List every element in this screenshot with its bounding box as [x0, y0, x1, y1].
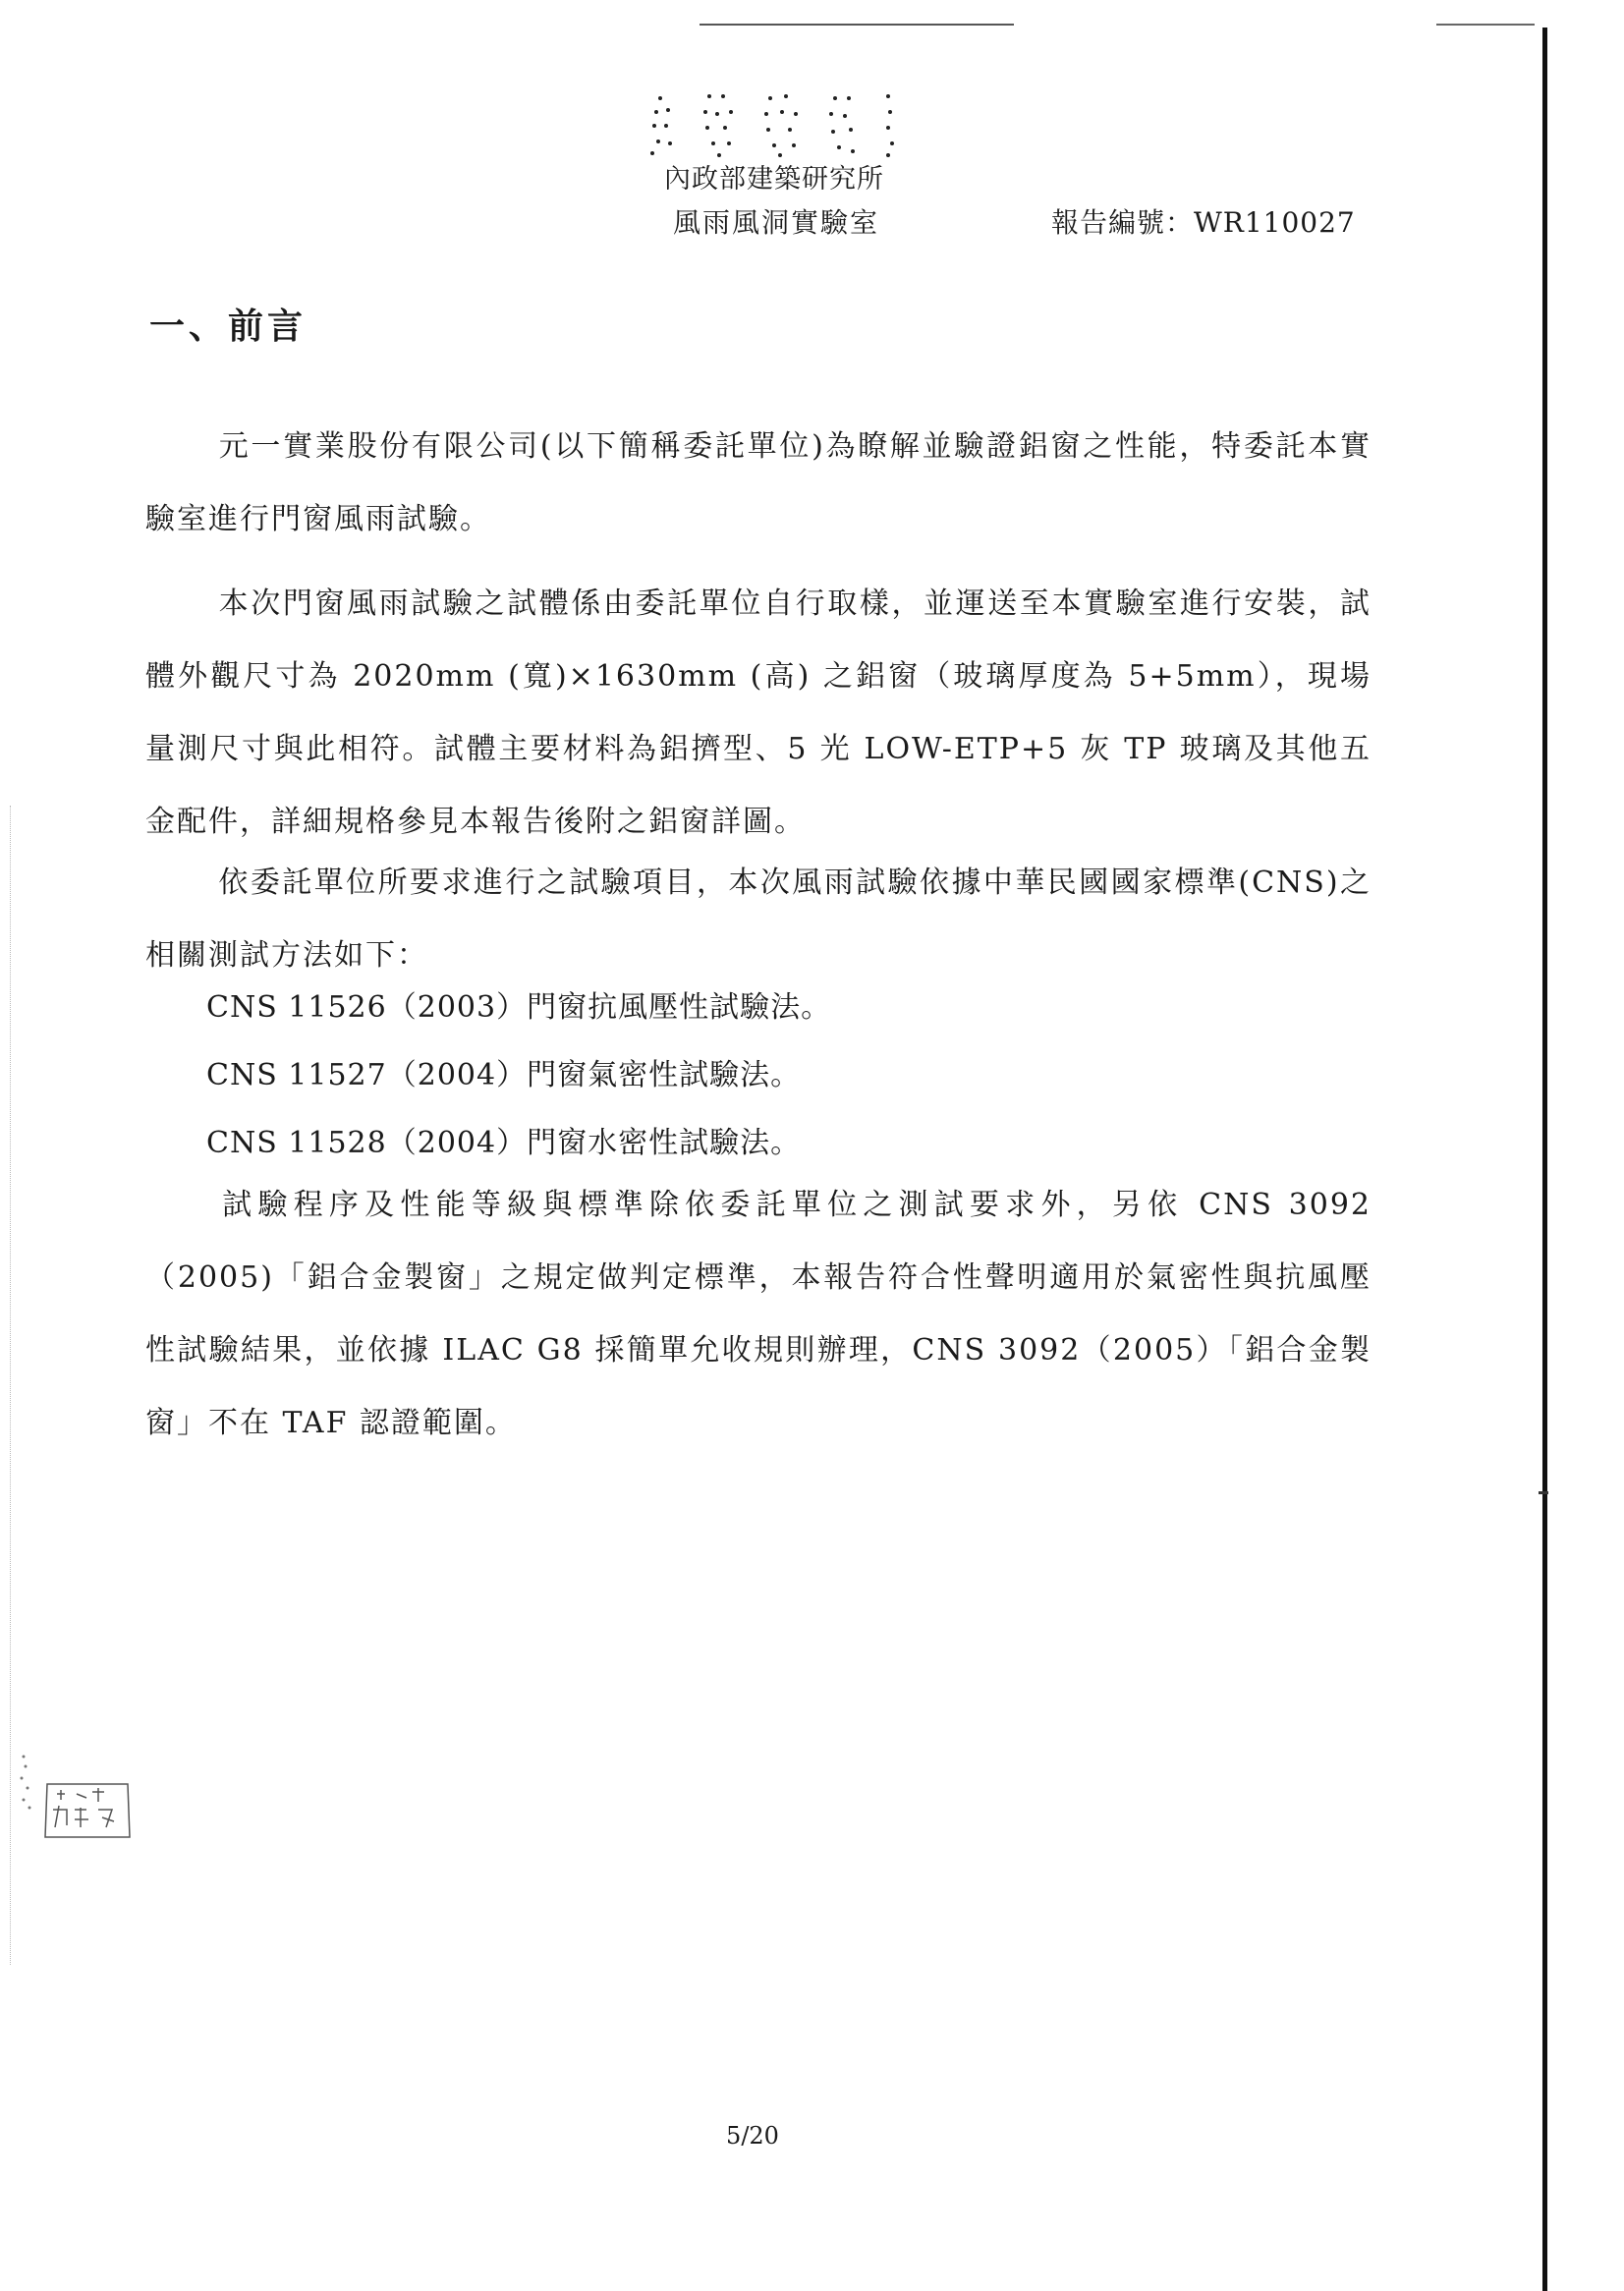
- scan-top-rule: [700, 24, 1014, 26]
- scan-right-edge: [1542, 28, 1547, 2291]
- scan-top-right-rule: [1436, 24, 1535, 26]
- paragraph-criteria: [145, 1169, 1372, 1460]
- standard-item: CNS 11526（2003）門窗抗風壓性試驗法。: [206, 990, 832, 1025]
- seal-stamp-icon: [18, 1749, 134, 1841]
- standard-item: CNS 11527（2004）門窗氣密性試驗法。: [206, 1058, 802, 1092]
- standard-item: CNS 11528（2004）門窗水密性試驗法。: [206, 1126, 802, 1160]
- report-number: 報告編號：WR110027: [1051, 206, 1356, 239]
- institute-logo-icon: [648, 90, 904, 159]
- paragraph-test-methods: [145, 847, 1372, 992]
- paragraph-text: 本次門窗風雨試驗之試體係由委託單位自行取樣，並運送至本實驗室進行安裝，試體外觀尺寸為 2020mm (寬)×1630mm (高) 之鋁窗（玻璃厚度為 5+5mm），現場量測尺寸與此相符。試體主要材料為鋁擠型、5 光 LOW-ETP+5 灰 TP 玻璃及其他五金配件，詳細規格參見本報告後附之鋁窗詳圖。: [145, 587, 1372, 839]
- paragraph-text: 元一實業股份有限公司(以下簡稱委託單位)為瞭解並驗證鋁窗之性能，特委託本實驗室進行門窗風雨試驗。: [145, 429, 1372, 536]
- paragraph-text: 試驗程序及性能等級與標準除依委託單位之測試要求外，另依 CNS 3092（2005)「鋁合金製窗」之規定做判定標準，本報告符合性聲明適用於氣密性與抗風壓性試驗結果，並依據 ILAC G8 採簡單允收規則辦理，CNS 3092（2005）「鋁合金製窗」不在 TAF 認證範圍。: [145, 1188, 1372, 1440]
- page-number: 5/20: [726, 2122, 779, 2150]
- paragraph-specimen: [145, 568, 1372, 859]
- scan-edge-mark: [1539, 1491, 1548, 1494]
- lab-name: 風雨風洞實驗室: [672, 206, 879, 239]
- scan-left-edge: [10, 806, 12, 1965]
- paragraph-text: 依委託單位所要求進行之試驗項目，本次風雨試驗依據中華民國國家標準(CNS)之相關測試方法如下：: [145, 866, 1372, 973]
- section-heading: 一、前言: [149, 306, 308, 347]
- institute-name: 內政部建築研究所: [664, 164, 884, 195]
- paragraph-introduction: [145, 411, 1372, 556]
